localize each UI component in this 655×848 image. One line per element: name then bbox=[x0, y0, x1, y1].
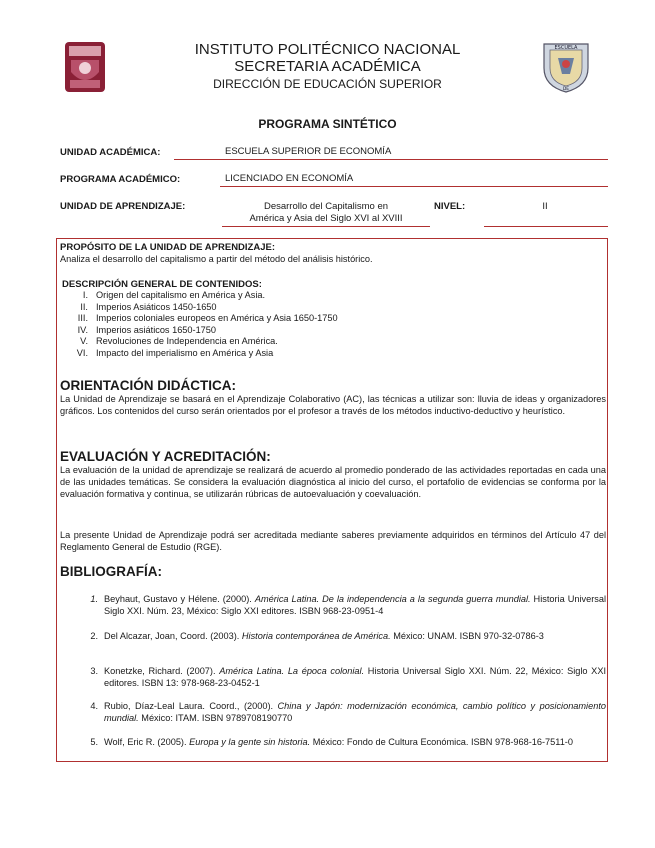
list-item: VI. Impacto del imperialismo en América y Asia bbox=[76, 347, 274, 358]
list-item: I. Origen del capitalismo en América y Asia. bbox=[82, 290, 266, 300]
evaluation-title: EVALUACIÓN Y ACREDITACIÓN: bbox=[60, 449, 271, 464]
list-item: 3. Konetzke, Richard. (2007). América Latina. La época colonial. Historia Universal Siglo XXI. Núm. 22, México: Siglo XXI editores. ISBN 13: 978-968-23-0452-1 bbox=[90, 666, 606, 688]
contents-list bbox=[58, 290, 578, 360]
unidad-academica-rule bbox=[174, 159, 608, 160]
ipn-logo bbox=[62, 40, 108, 94]
list-item: IV. Imperios asiáticos 1650-1750 bbox=[77, 324, 217, 335]
list-item: 4. Rubio, Díaz-Leal Laura. Coord., (2000). China y Japón: modernización económica, cambio político y posicionamiento mundial. México: ITAM. ISBN 9789708190770 bbox=[90, 701, 606, 723]
bibliography-title: BIBLIOGRAFÍA: bbox=[60, 564, 162, 579]
programa-label: PROGRAMA ACADÉMICO: bbox=[60, 174, 181, 185]
list-item: V. Revoluciones de Independencia en América. bbox=[80, 336, 278, 347]
seal-bottom-text: DE bbox=[562, 87, 570, 92]
school-seal-logo bbox=[540, 38, 592, 94]
nivel-rule bbox=[484, 226, 608, 227]
list-item: 1. Beyhaut, Gustavo y Hélene. (2000). América Latina. De la independencia a la segunda guerra mundial. Historia Universal Siglo XXI. Núm. 23, México: Siglo XXI editores. ISBN 968-23-0951-4 bbox=[90, 594, 606, 616]
unidad-academica-value: ESCUELA SUPERIOR DE ECONOMÍA bbox=[225, 146, 392, 157]
secretariat-name: SECRETARIA ACADÉMICA bbox=[234, 58, 421, 75]
nivel-label: NIVEL: bbox=[434, 201, 466, 212]
unidad-aprendizaje-line1: Desarrollo del Capitalismo en bbox=[263, 201, 389, 212]
unidad-aprendizaje-rule bbox=[222, 226, 430, 227]
list-item: III. Imperios coloniales europeos en América y Asia 1650-1750 bbox=[77, 313, 338, 324]
institute-name: INSTITUTO POLITÉCNICO NACIONAL bbox=[194, 41, 461, 58]
purpose-text: Analiza el desarrollo del capitalismo a partir del método del análisis histórico. bbox=[60, 254, 373, 264]
contents-title: DESCRIPCIÓN GENERAL DE CONTENIDOS: bbox=[62, 279, 262, 290]
unidad-academica-label: UNIDAD ACADÉMICA: bbox=[60, 147, 161, 158]
direction-name: DIRECCIÓN DE EDUCACIÓN SUPERIOR bbox=[213, 77, 442, 91]
list-item: 2. Del Alcazar, Joan, Coord. (2003). Historia contemporánea de América. México: UNAM. ISBN 970-32-0786-3 bbox=[90, 631, 544, 641]
program-title: PROGRAMA SINTÉTICO bbox=[258, 117, 397, 131]
evaluation-text-2: La presente Unidad de Aprendizaje podrá ser acreditada mediante saberes previamente adquiridos en términos del Artículo 47 del Reglamento General de Estudio (RGE). bbox=[60, 530, 606, 552]
programa-rule bbox=[220, 186, 608, 187]
unidad-aprendizaje-line2: América y Asia del Siglo XVI al XVIII bbox=[249, 213, 403, 224]
evaluation-text-1: La evaluación de la unidad de aprendizaje se realizará de acuerdo al promedio ponderado de las actividades reportadas en cada una de las unidades temáticas. Se considera la evaluación diagnóstica al inicio del curso, el portafolio de evidencias se conforma por la evaluación formativa y continua, se utilizarán rúbricas de autoevaluación y coevaluación. bbox=[60, 465, 606, 499]
nivel-value: II bbox=[542, 201, 548, 212]
purpose-title: PROPÓSITO DE LA UNIDAD DE APRENDIZAJE: bbox=[60, 242, 276, 253]
programa-value: LICENCIADO EN ECONOMÍA bbox=[225, 173, 354, 184]
seal-text: ESCUELA bbox=[554, 45, 578, 51]
list-item: 5. Wolf, Eric R. (2005). Europa y la gente sin historia. México: Fondo de Cultura Económica. ISBN 978-968-16-7511-0 bbox=[90, 737, 573, 747]
list-item: II. Imperios Asiáticos 1450-1650 bbox=[80, 301, 217, 312]
orientation-title: ORIENTACIÓN DIDÁCTICA: bbox=[60, 378, 236, 393]
orientation-text: La Unidad de Aprendizaje se basará en el Aprendizaje Colaborativo (AC), las técnicas a utilizar son: lluvia de ideas y organizadores gráficos. Los contenidos del curso serán orientados por el profesor a través de los métodos inductivo-deductivo y heurístico. bbox=[60, 394, 606, 416]
unidad-aprendizaje-label: UNIDAD DE APRENDIZAJE: bbox=[60, 201, 186, 212]
